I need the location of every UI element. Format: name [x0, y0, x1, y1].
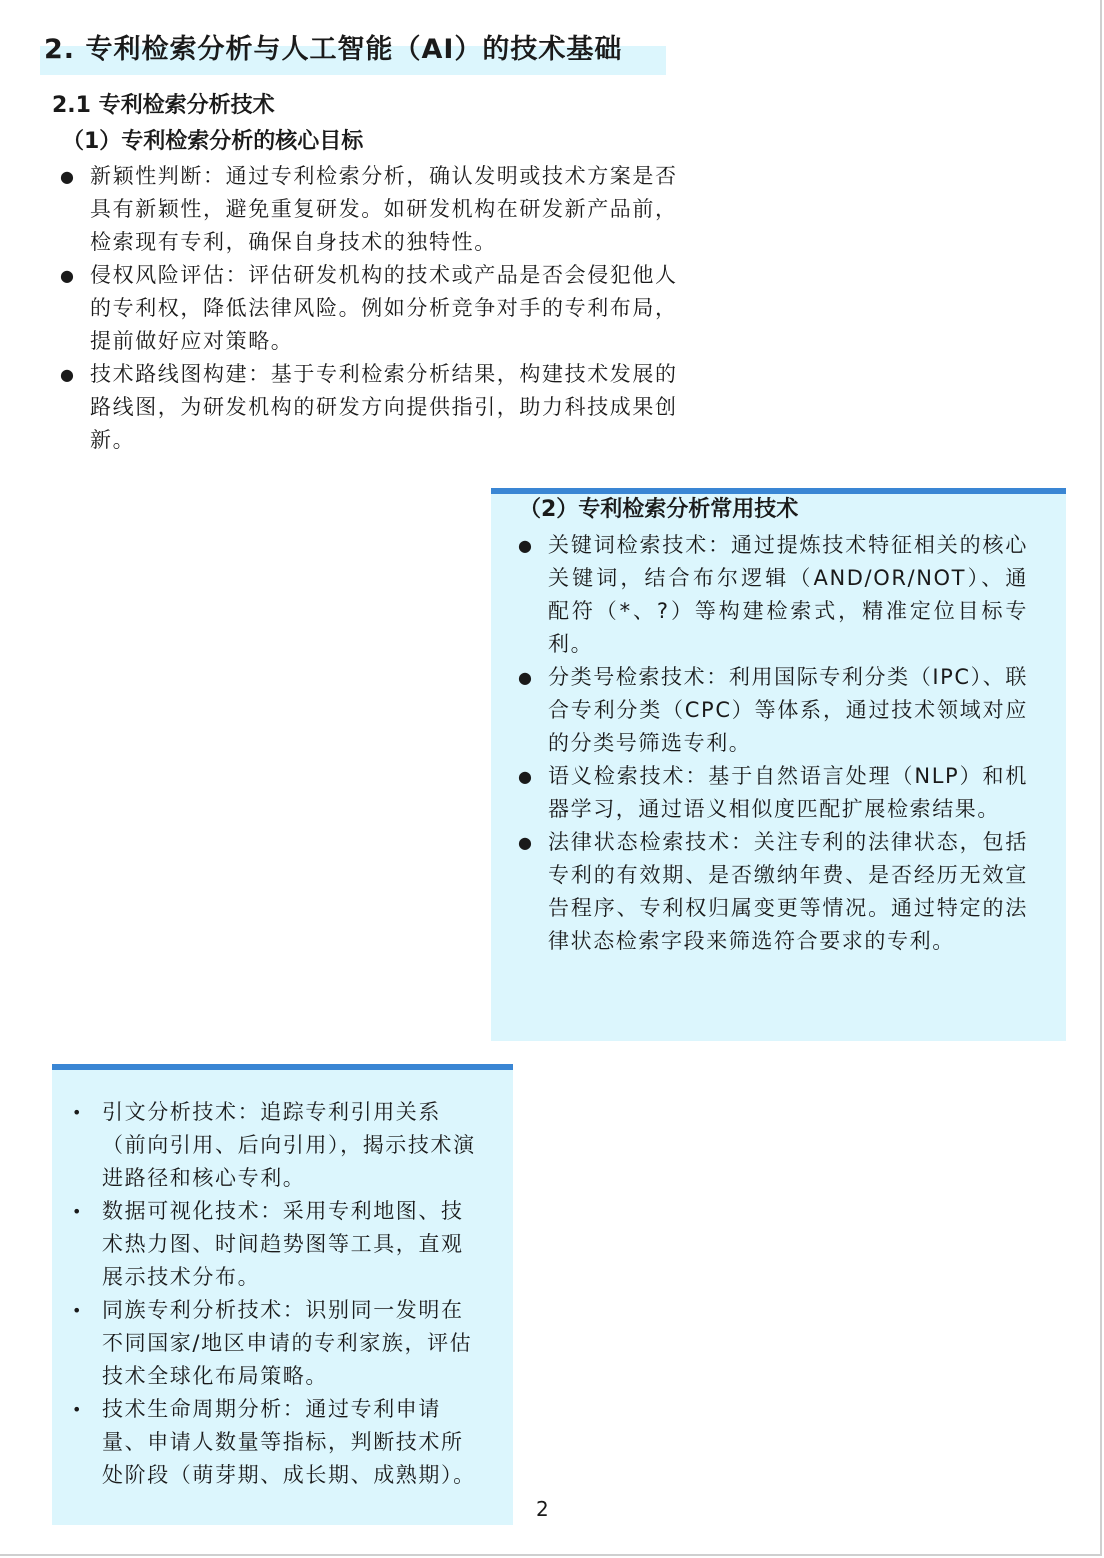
- list-item: • 数据可视化技术：采用专利地图、技术热力图、时间趋势图等工具，直观展示技术分布。: [102, 1195, 477, 1294]
- bullet-icon: •: [72, 1301, 84, 1320]
- section1-title: （1）专利检索分析的核心目标: [62, 129, 364, 154]
- bullet-icon: ●: [518, 833, 534, 852]
- section3-list: [72, 1096, 477, 1492]
- bullet-icon: •: [72, 1202, 84, 1221]
- section1-list: [60, 160, 680, 457]
- list-item: ● 关键词检索技术：通过提炼技术特征相关的核心关键词，结合布尔逻辑（AND/OR/NOT）、通配符（*、?）等构建检索式，精准定位目标专利。: [548, 529, 1028, 661]
- list-item: • 引文分析技术：追踪专利引用关系（前向引用、后向引用），揭示技术演进路径和核心专利。: [102, 1096, 477, 1195]
- bullet-icon: ●: [518, 767, 534, 786]
- page-title: 2. 专利检索分析与人工智能（AI）的技术基础: [44, 34, 623, 65]
- heading-block: [40, 30, 666, 75]
- bullet-icon: ●: [518, 536, 534, 555]
- list-item: ● 侵权风险评估：评估研发机构的技术或产品是否会侵犯他人的专利权，降低法律风险。例如分析竞争对手的专利布局，提前做好应对策略。: [90, 259, 680, 358]
- bullet-icon: ●: [60, 167, 76, 186]
- list-item: ● 法律状态检索技术：关注专利的法律状态，包括专利的有效期、是否缴纳年费、是否经历无效宣告程序、专利权归属变更等情况。通过特定的法律状态检索字段来筛选符合要求的专利。: [548, 826, 1028, 958]
- list-item: ● 技术路线图构建：基于专利检索分析结果，构建技术发展的路线图，为研发机构的研发方向提供指引，助力科技成果创新。: [90, 358, 680, 457]
- list-item: ● 语义检索技术：基于自然语言处理（NLP）和机器学习，通过语义相似度匹配扩展检索结果。: [548, 760, 1028, 826]
- bullet-icon: •: [72, 1103, 84, 1122]
- section2-title: （2）专利检索分析常用技术: [519, 497, 799, 522]
- bullet-icon: •: [72, 1400, 84, 1419]
- bullet-icon: ●: [518, 668, 534, 687]
- list-item: ● 分类号检索技术：利用国际专利分类（IPC）、联合专利分类（CPC）等体系，通过技术领域对应的分类号筛选专利。: [548, 661, 1028, 760]
- list-item: ● 新颖性判断：通过专利检索分析，确认发明或技术方案是否具有新颖性，避免重复研发。如研发机构在研发新产品前，检索现有专利，确保自身技术的独特性。: [90, 160, 680, 259]
- techniques-box: [491, 488, 1066, 1041]
- analysis-box: [52, 1064, 513, 1525]
- section-subheading: 2.1 专利检索分析技术: [52, 93, 275, 118]
- accent-bar: [52, 1064, 513, 1070]
- list-item: • 同族专利分析技术：识别同一发明在不同国家/地区申请的专利家族，评估技术全球化布局策略。: [102, 1294, 477, 1393]
- section2-list: [518, 529, 1028, 958]
- bullet-icon: ●: [60, 365, 76, 384]
- page-number: 2: [536, 1497, 549, 1521]
- list-item: • 技术生命周期分析：通过专利申请量、申请人数量等指标，判断技术所处阶段（萌芽期、成长期、成熟期）。: [102, 1393, 477, 1492]
- bullet-icon: ●: [60, 266, 76, 285]
